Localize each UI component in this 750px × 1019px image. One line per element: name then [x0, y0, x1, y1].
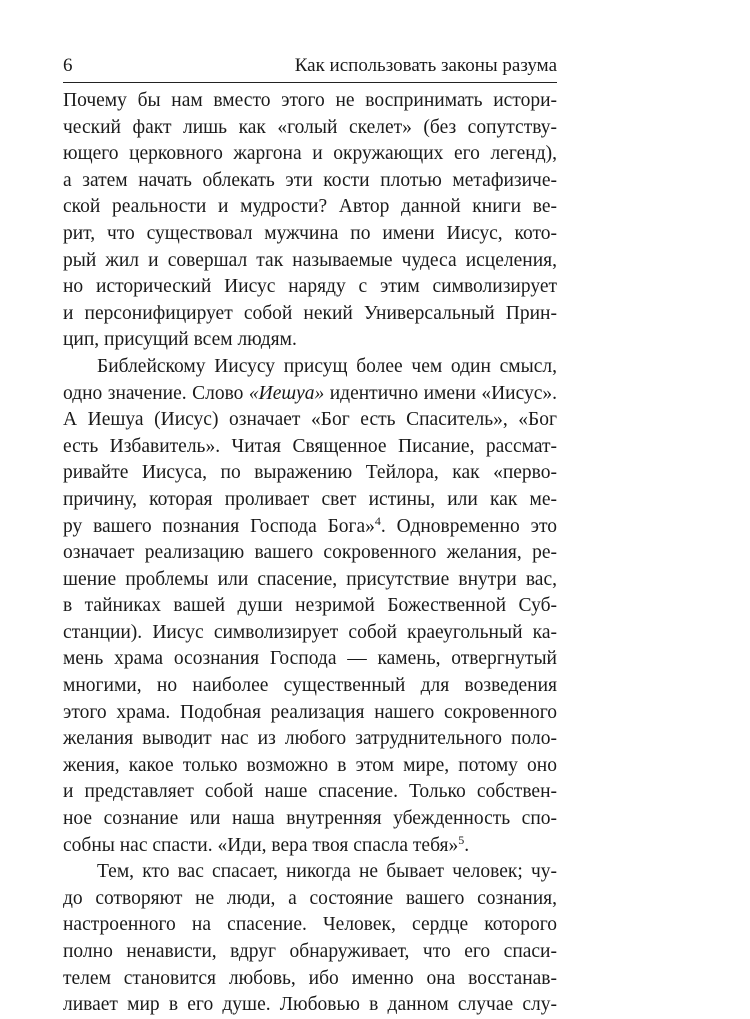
text-fragment: собны нас спасти. «Иди, вера твоя спасла тебя»: [63, 834, 459, 856]
running-header: [63, 52, 557, 80]
text-line: и персонифицирует собой некий Универсальный Прин-: [63, 302, 557, 324]
footnote-marker: 5: [458, 832, 465, 847]
text-line: есть Избавитель». Читая Священное Писание, рассмат-: [63, 435, 557, 457]
text-line: шение проблемы или спасение, присутствие внутри вас,: [63, 568, 557, 590]
text-line: желания выводит нас из любого затруднительного поло-: [63, 728, 557, 750]
text-line: в тайниках вашей души незримой Божественной Суб-: [63, 595, 557, 617]
text-line: [63, 833, 557, 860]
paragraph-2: [63, 354, 557, 859]
text-line: рый жил и совершал так называемые чудеса исцеления,: [63, 249, 557, 271]
text-line: а затем начать облекать эти кости плотью метафизиче-: [63, 169, 557, 191]
text-fragment: идентично имени «Иисус».: [329, 382, 558, 404]
text-line: многими, но наиболее существенный для возведения: [63, 675, 557, 697]
text-line: станции). Иисус символизирует собой краеугольный ка-: [63, 621, 557, 643]
italic-term: «Иешуа»: [248, 382, 325, 404]
page-number: 6: [63, 55, 73, 76]
text-line: ской реальности и мудрости? Автор данной книги ве-: [63, 196, 557, 218]
paragraph-3: [63, 859, 557, 1019]
text-fragment: . Одновременно это: [380, 515, 557, 537]
text-fragment: одно значение. Слово: [63, 382, 244, 404]
text-line: причину, которая проливает свет истины, или как ме-: [63, 488, 557, 510]
text-line: А Иешуа (Иисус) означает «Бог есть Спаситель», «Бог: [63, 409, 557, 431]
text-line: Почему бы нам вместо этого не воспринимать истори-: [63, 90, 557, 111]
text-fragment: .: [464, 834, 470, 856]
text-line: Библейскому Иисусу присущ более чем один смысл,: [97, 355, 557, 377]
text-line: полно ненависти, вдруг обнаруживает, что его спаси-: [63, 941, 557, 962]
text-line: Тем, кто вас спасает, никогда не бывает человек; чу-: [97, 861, 557, 883]
text-line: до сотворяют не люди, а состояние вашего сознания,: [63, 887, 557, 909]
text-line: означает реализацию вашего сокровенного желания, ре-: [63, 542, 557, 564]
text-line: и представляет собой наше спасение. Только собствен-: [63, 781, 557, 803]
text-line: ное сознание или наша внутренняя убежденность спо-: [63, 808, 557, 830]
text-line: настроенного на спасение. Человек, сердце которого: [63, 914, 557, 936]
text-line: мень храма осознания Господа — камень, отвергнутый: [63, 648, 557, 670]
text-line: рит, что существовал мужчина по имени Иисус, кото-: [63, 222, 557, 244]
text-line: но исторический Иисус наряду с этим символизирует: [63, 276, 557, 298]
text-line: ливает мир в его душе. Любовью в данном случае слу-: [63, 994, 557, 1016]
text-line: этого храма. Подобная реализация нашего сокровенного: [63, 701, 557, 723]
body-text: [63, 88, 557, 1019]
text-line: [63, 514, 557, 541]
text-line: ривайте Иисуса, по выражению Тейлора, как «перво-: [63, 462, 557, 484]
running-title: Как использовать законы разума: [294, 55, 557, 76]
paragraph-1: [63, 88, 557, 354]
text-line: ческий факт лишь как «голый скелет» (без сопутству-: [63, 116, 557, 138]
header-rule: [63, 82, 557, 83]
text-fragment: ру вашего познания Господа Бога»: [63, 515, 375, 537]
text-line: жения, какое только возможно в этом мире, потому оно: [63, 754, 557, 776]
text-line: ющего церковного жаргона и окружающих его легенд),: [63, 143, 557, 165]
text-line: [63, 381, 557, 408]
text-line: цип, присущий всем людям.: [63, 329, 297, 351]
footnote-marker: 4: [374, 513, 381, 528]
text-line: телем становится любовь, ибо именно она восстанав-: [63, 967, 557, 989]
